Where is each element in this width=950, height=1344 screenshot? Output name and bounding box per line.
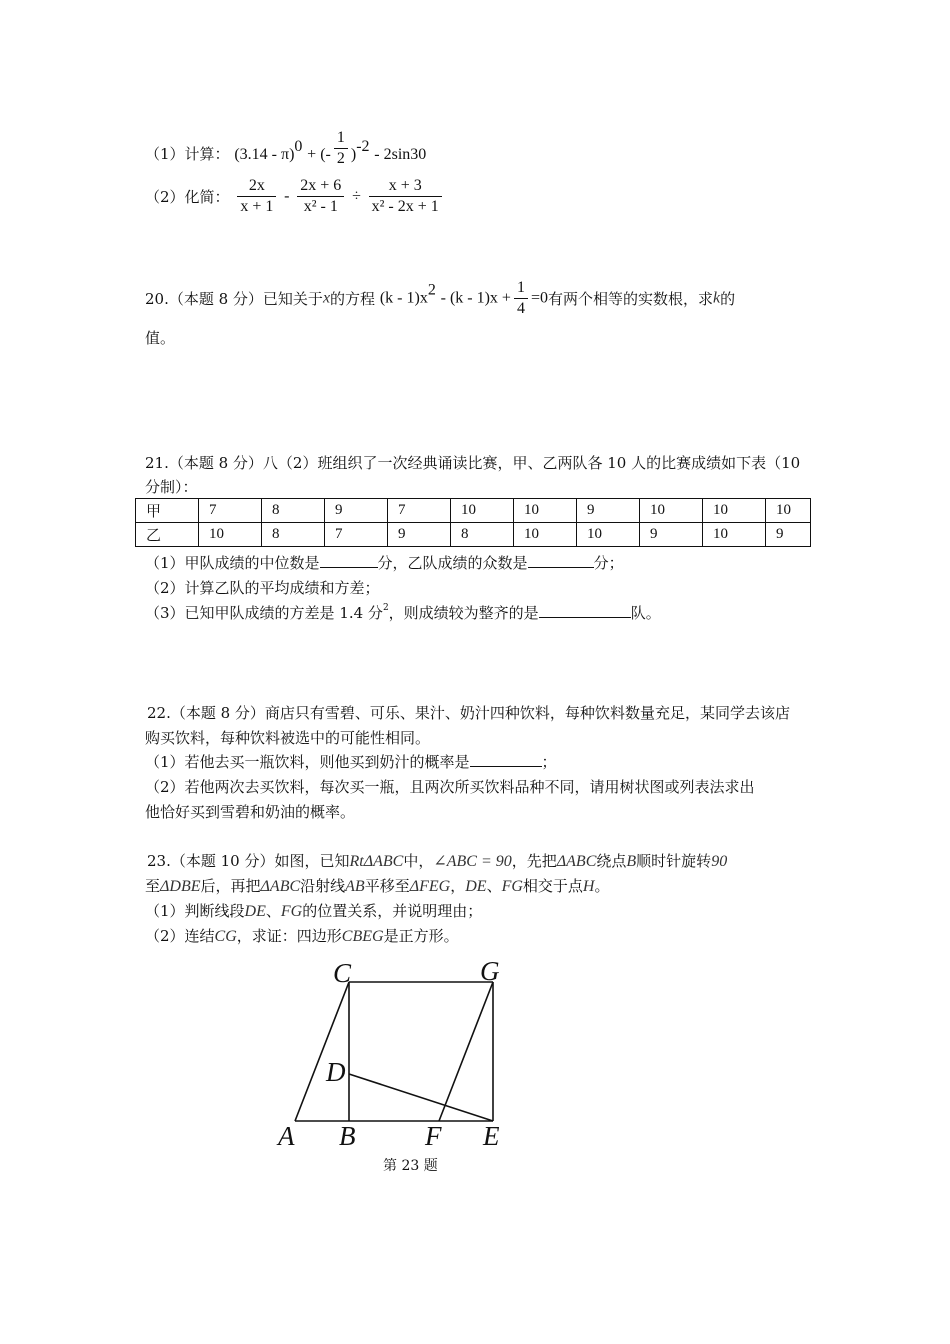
q21-p3-a: （3）已知甲队成绩的方差是 1.4 分 <box>145 604 383 622</box>
segment-fg <box>439 982 493 1121</box>
q22-line1: 22.（本题 8 分）商店只有雪碧、可乐、果汁、奶汁四种饮料，每种饮料数量充足，某同学去该店 <box>147 704 790 722</box>
q23-l2-ab: AB <box>345 878 365 895</box>
q21-answer-blank-1 <box>320 553 378 568</box>
q21-p1-c: 分； <box>593 554 624 572</box>
q21-p3-c: 队。 <box>630 604 661 622</box>
table-cell: 8 <box>451 523 514 547</box>
q20-var-x: x <box>322 289 331 307</box>
table-cell: 10 <box>766 499 811 523</box>
q21-p1-b: 分，乙队成绩的众数是 <box>377 554 528 572</box>
q19-part1 <box>145 128 427 169</box>
q23-part2 <box>145 925 459 946</box>
q23-l1-B: B <box>626 853 637 870</box>
q23-p2-cg: CG <box>214 928 237 945</box>
q21-part1 <box>145 552 624 573</box>
table-cell: 10 <box>199 523 262 547</box>
point-label-f: F <box>425 1121 442 1151</box>
point-label-d: D <box>326 1057 346 1087</box>
q23-line1 <box>147 850 727 871</box>
q19-part2-fraction-1 <box>237 176 276 217</box>
q19-part1-expr-b: + (- <box>307 146 331 163</box>
q22-part1 <box>145 751 557 772</box>
q23-part1 <box>145 900 482 921</box>
q22-p1-a: （1）若他去买一瓶饮料，则他买到奶汁的概率是 <box>145 753 470 771</box>
q21-p3-b: ，则成绩较为整齐的是 <box>388 604 539 622</box>
q22-line2: 购买饮料，每种饮料被选中的可能性相同。 <box>145 729 431 747</box>
q22-answer-blank <box>470 752 542 767</box>
q19-part2-fraction-3 <box>369 176 442 217</box>
q23-p2-c: 是正方形。 <box>383 927 459 945</box>
segment-de <box>349 1074 493 1121</box>
q23-p2-cbeg: CBEG <box>341 928 384 945</box>
q20-eq-c: =0 <box>530 289 548 307</box>
q23-l2-b: 后，再把 <box>200 877 261 895</box>
q23-l2-g: 相交于点 <box>522 877 583 895</box>
q23-l1-angle: ∠ABC = 90 <box>433 853 512 870</box>
q19-part2-f2-den: x² - 1 <box>303 198 338 215</box>
q19-part2-minus: - <box>284 187 290 205</box>
q20-eq-a: (k - 1)x <box>379 289 428 307</box>
q20-text-a: 20.（本题 8 分）已知关于 <box>145 290 323 308</box>
q19-part1-expr-a: (3.14 - π) <box>234 146 295 163</box>
q21-intro-line2: 分制）： <box>145 478 198 496</box>
q23-l2-a: 至 <box>145 877 161 895</box>
q21-part3 <box>145 602 661 623</box>
q19-part2-fraction-2 <box>297 176 344 217</box>
table-cell: 10 <box>640 499 703 523</box>
q19-part2-f1-num: 2x <box>237 176 276 197</box>
table-cell: 8 <box>262 523 325 547</box>
table-cell: 9 <box>640 523 703 547</box>
table-cell: 9 <box>577 499 640 523</box>
table-cell: 10 <box>703 523 766 547</box>
q19-part2-f2-num: 2x + 6 <box>297 176 344 197</box>
q21-part2: （2）计算乙队的平均成绩和方差； <box>145 579 380 597</box>
table-cell: 7 <box>325 523 388 547</box>
q19-part1-expr-c: ) <box>350 146 357 163</box>
q23-l1-b: 中， <box>403 852 434 870</box>
q21-p1-a: （1）甲队成绩的中位数是 <box>145 554 320 572</box>
q21-score-table <box>135 498 811 547</box>
q21-p3-sup: 2 <box>382 603 389 613</box>
q23-l2-c: 沿射线 <box>300 877 346 895</box>
q23-l2-d: 平移至 <box>364 877 410 895</box>
q23-l2-e: ， <box>450 877 466 895</box>
q20-eq-sq: 2 <box>427 281 436 299</box>
q23-p2-a: （2）连结 <box>145 927 215 945</box>
q23-l2-abc: ΔABC <box>260 878 301 895</box>
q20-eq-b: - (k - 1)x + <box>440 289 511 307</box>
q20-frac-den: 4 <box>516 300 525 317</box>
segment-ac <box>295 982 349 1121</box>
q20-frac-num: 1 <box>514 278 528 299</box>
q19-part1-expr-d: - 2sin30 <box>374 146 427 163</box>
q23-p2-b: ，求证：四边形 <box>236 927 342 945</box>
q19-part2 <box>145 176 445 217</box>
q19-part2-label: （2）化简： <box>145 188 230 206</box>
q20-var-k: k <box>713 289 721 307</box>
q20-line1 <box>145 278 735 319</box>
table-cell: 10 <box>703 499 766 523</box>
table-cell: 10 <box>514 523 577 547</box>
point-label-e: E <box>483 1121 500 1151</box>
table-cell: 9 <box>388 523 451 547</box>
q22-part2-line2: 他恰好买到雪碧和奶油的概率。 <box>145 803 356 821</box>
table-cell: 8 <box>262 499 325 523</box>
q22-part2-line1: （2）若他两次去买饮料，每次买一瓶，且两次所买饮料品种不同，请用树状图或列表法求出 <box>145 778 755 796</box>
q23-figure-caption: 第 23 题 <box>383 1158 438 1174</box>
q23-l2-end: 。 <box>594 877 610 895</box>
table-cell: 9 <box>325 499 388 523</box>
q23-l2-f: 、 <box>486 877 502 895</box>
q19-part1-fraction <box>334 128 348 169</box>
q19-part2-div: ÷ <box>352 187 361 205</box>
q23-p1-b: 、 <box>265 902 281 920</box>
q23-l1-tri: ΔABC <box>556 853 597 870</box>
table-cell: 7 <box>388 499 451 523</box>
point-label-g: G <box>480 956 500 986</box>
q20-fraction <box>514 278 528 319</box>
q19-part1-frac-num: 1 <box>334 128 348 149</box>
table-cell: 7 <box>199 499 262 523</box>
q19-part2-f3-num: x + 3 <box>369 176 442 197</box>
table-cell-team: 甲 <box>136 499 199 523</box>
q23-line2 <box>145 875 610 896</box>
q19-part1-exp-m2: -2 <box>356 138 370 155</box>
q19-part1-label: （1）计算： <box>145 145 230 163</box>
table-cell: 9 <box>766 523 811 547</box>
q23-l1-c: ，先把 <box>511 852 557 870</box>
q23-geometry-figure <box>270 955 530 1155</box>
q19-part2-f1-den: x + 1 <box>240 198 274 215</box>
q22-p1-b: ； <box>541 753 557 771</box>
q23-p1-fg: FG <box>280 903 303 920</box>
q21-answer-blank-2 <box>528 553 594 568</box>
q23-l2-h: H <box>582 878 595 895</box>
table-cell: 10 <box>451 499 514 523</box>
q20-text-b: 的方程 <box>330 290 376 308</box>
point-label-c: C <box>333 958 352 988</box>
table-row <box>136 523 811 547</box>
q23-p1-a: （1）判断线段 <box>145 902 245 920</box>
q19-part2-f3-den: x² - 2x + 1 <box>371 198 439 215</box>
point-label-a: A <box>278 1121 295 1151</box>
q23-l1-90: 90 <box>711 853 728 870</box>
q23-l2-feg: ΔFEG <box>409 878 451 895</box>
table-cell: 10 <box>514 499 577 523</box>
q21-intro-line1: 21.（本题 8 分）八（2）班组织了一次经典诵读比赛，甲、乙两队各 10 人的比赛成绩如下表（10 <box>145 454 801 472</box>
q23-l2-fg: FG <box>501 878 523 895</box>
table-cell: 10 <box>577 523 640 547</box>
q19-part1-frac-den: 2 <box>336 149 345 167</box>
table-row <box>136 499 811 523</box>
q23-p1-c: 的位置关系，并说明理由； <box>302 902 483 920</box>
q23-l2-dbe: ΔDBE <box>160 878 201 895</box>
table-cell-team: 乙 <box>136 523 199 547</box>
point-label-b: B <box>339 1121 356 1151</box>
q23-l1-e: 顺时针旋转 <box>636 852 712 870</box>
q19-part1-exp0: 0 <box>294 138 303 155</box>
q23-l1-a: 23.（本题 10 分）如图，已知 <box>147 852 350 870</box>
q23-p1-de: DE <box>244 903 266 920</box>
q20-text-d: 的 <box>720 290 736 308</box>
q21-answer-blank-3 <box>539 603 631 618</box>
q23-l2-de: DE <box>465 878 487 895</box>
q20-text-c: 有两个相等的实数根，求 <box>547 290 713 308</box>
q23-l1-rt: RtΔABC <box>349 853 404 870</box>
q23-l1-d: 绕点 <box>596 852 627 870</box>
q20-line2: 值。 <box>145 329 176 347</box>
